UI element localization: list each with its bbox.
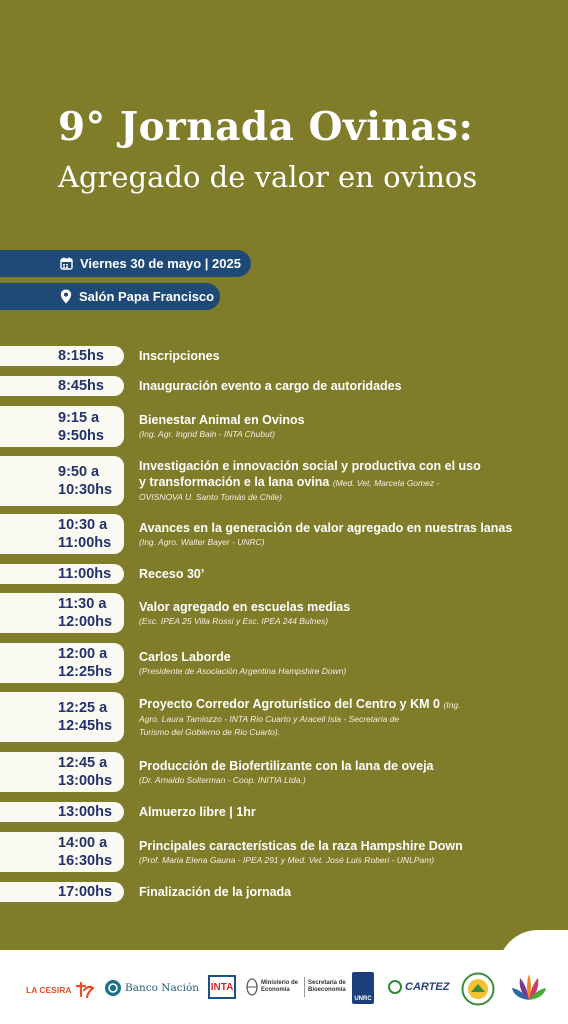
event-place: Salón Papa Francisco (79, 289, 215, 304)
place-pill (0, 283, 220, 310)
row-description (139, 882, 550, 902)
schedule-row (0, 802, 568, 822)
row-title: Receso 30’ (139, 567, 205, 581)
event-title: 9° Jornada Ovinas: (58, 104, 474, 150)
time-box (0, 346, 124, 366)
time-start: 12:00 a (58, 646, 108, 662)
time-box (0, 406, 124, 447)
row-title: Almuerzo libre | 1hr (139, 805, 256, 819)
cooperative-seal-icon (461, 972, 495, 1006)
row-description (139, 643, 550, 683)
event-date: Viernes 30 de mayo | 2025 (80, 256, 241, 271)
ministerio-logo (246, 977, 350, 997)
time-box (0, 882, 124, 902)
row-description (139, 692, 550, 742)
time-box (0, 376, 124, 396)
schedule-row (0, 514, 568, 554)
date-pill (0, 250, 251, 277)
time-box (0, 802, 124, 822)
banco-nacion-icon (104, 979, 122, 997)
row-detail-inline: (Med. Vet. Marcela Gomez - (332, 478, 440, 488)
argentina-shield-icon (246, 977, 258, 997)
schedule-row (0, 832, 568, 872)
row-detail-continued: Turismo del Gobierno de Rio Cuarto). (139, 726, 281, 737)
time-end: 12:45hs (58, 718, 113, 734)
time-start: 17:00hs (58, 884, 113, 900)
schedule-row (0, 692, 568, 742)
time-box (0, 643, 124, 683)
time-end: 12:00hs (58, 614, 113, 630)
row-detail: (Ing. Agro. Walter Bayer - UNRC) (139, 536, 265, 547)
inta-label: INTA (210, 981, 234, 993)
row-detail: (Prof. Maria Elena Gauna - IPEA 291 y Med. Vet. José Luis Roberi - UNLPam) (139, 854, 435, 865)
time-end: 12:25hs (58, 664, 113, 680)
row-title: Carlos Laborde (139, 649, 231, 664)
row-title: Bienestar Animal en Ovinos (139, 413, 305, 427)
row-title: Avances en la generación de valor agregado en nuestras lanas (139, 520, 513, 535)
row-title: Finalización de la jornada (139, 885, 292, 899)
time-box (0, 456, 124, 506)
row-detail: (Presidente de Asociación Argentina Hampshire Down) (139, 665, 347, 676)
row-description (139, 802, 550, 822)
time-start: 10:30 a (58, 517, 108, 533)
row-title: Inauguración evento a cargo de autoridades (139, 379, 402, 393)
schedule-row (0, 456, 568, 506)
row-detail: (Esc. IPEA 25 Villa Rossi y Esc. IPEA 244 Bulnes) (139, 615, 329, 626)
row-detail: Agro. Laura Tamiozzo - INTA Rio Cuarto y Araceli Isla - Secretaria de (139, 713, 400, 724)
time-start: 8:45hs (58, 378, 104, 394)
lotus-icon (510, 970, 548, 1006)
row-detail: (Ing. Agr. Ingrid Bain - INTA Chubut) (139, 429, 275, 439)
row-description (139, 564, 550, 584)
row-title: Investigación e innovación social y productiva con el uso (139, 459, 481, 473)
row-description (139, 456, 550, 506)
unrc-logo (352, 972, 374, 1004)
row-description (139, 346, 550, 366)
location-pin-icon (60, 289, 72, 304)
time-start: 11:30 a (58, 596, 107, 612)
row-title: Principales características de la raza Hampshire Down (139, 838, 463, 853)
row-title: Producción de Biofertilizante con la lana de oveja (139, 758, 434, 773)
time-start: 8:15hs (58, 348, 104, 364)
row-title: Valor agregado en escuelas medias (139, 599, 351, 614)
schedule-row (0, 643, 568, 683)
secretaria-label: Secretaría de Bioeconomía (308, 980, 346, 993)
banco-nacion-label: Banco Nación (125, 982, 200, 994)
time-box (0, 692, 124, 742)
cartez-swirl-icon (388, 980, 402, 994)
unrc-label: UNRC (354, 996, 372, 1002)
calendar-icon (60, 257, 73, 270)
schedule-row (0, 752, 568, 792)
lotus-logo (510, 970, 548, 1006)
row-title: Inscripciones (139, 349, 220, 363)
schedule-row (0, 882, 568, 902)
time-box (0, 564, 124, 584)
time-box (0, 593, 124, 633)
time-end: 11:00hs (58, 535, 112, 551)
schedule-row (0, 593, 568, 633)
time-end: 16:30hs (58, 853, 113, 869)
time-start: 12:45 a (58, 755, 108, 771)
lacesira-label: LA CESIRA (26, 985, 72, 995)
time-start: 13:00hs (58, 804, 113, 820)
time-start: 9:50 a (58, 464, 100, 480)
row-description (139, 593, 550, 633)
inta-logo (208, 975, 236, 999)
row-detail: OVISNOVA U. Santo Tomás de Chile) (139, 492, 282, 502)
time-start: 9:15 a (58, 409, 100, 426)
lacesira-mark-icon (75, 982, 95, 998)
row-description (139, 376, 550, 396)
cooperative-seal-logo (461, 972, 495, 1006)
schedule-row (0, 406, 568, 447)
banco-nacion-logo (104, 979, 199, 997)
lacesira-logo (26, 982, 95, 998)
cartez-label: CARTEZ (405, 981, 450, 993)
schedule-row (0, 346, 568, 366)
cartez-logo (388, 980, 449, 994)
row-detail: (Dr. Arnaldo Solterman - Coop. INITIA Ltda.) (139, 774, 306, 785)
row-title-continued: y transformación e la lana ovina (139, 475, 330, 489)
time-box (0, 752, 124, 792)
ministerio-label: Ministerio de Economía (261, 980, 299, 993)
row-description (139, 514, 550, 554)
event-subtitle: Agregado de valor en ovinos (58, 160, 478, 194)
time-start: 11:00hs (58, 566, 112, 582)
schedule-row (0, 376, 568, 396)
row-description (139, 832, 550, 872)
time-end: 9:50hs (58, 427, 104, 444)
row-detail-inline: (Ing. (443, 699, 461, 710)
time-end: 13:00hs (58, 773, 113, 789)
row-description (139, 406, 550, 447)
row-description (139, 752, 550, 792)
time-box (0, 832, 124, 872)
schedule-row (0, 564, 568, 584)
time-start: 12:25 a (58, 700, 108, 716)
time-end: 10:30hs (58, 482, 113, 498)
time-box (0, 514, 124, 554)
row-title: Proyecto Corredor Agroturístico del Centro y KM 0 (139, 696, 440, 711)
time-start: 14:00 a (58, 835, 108, 851)
